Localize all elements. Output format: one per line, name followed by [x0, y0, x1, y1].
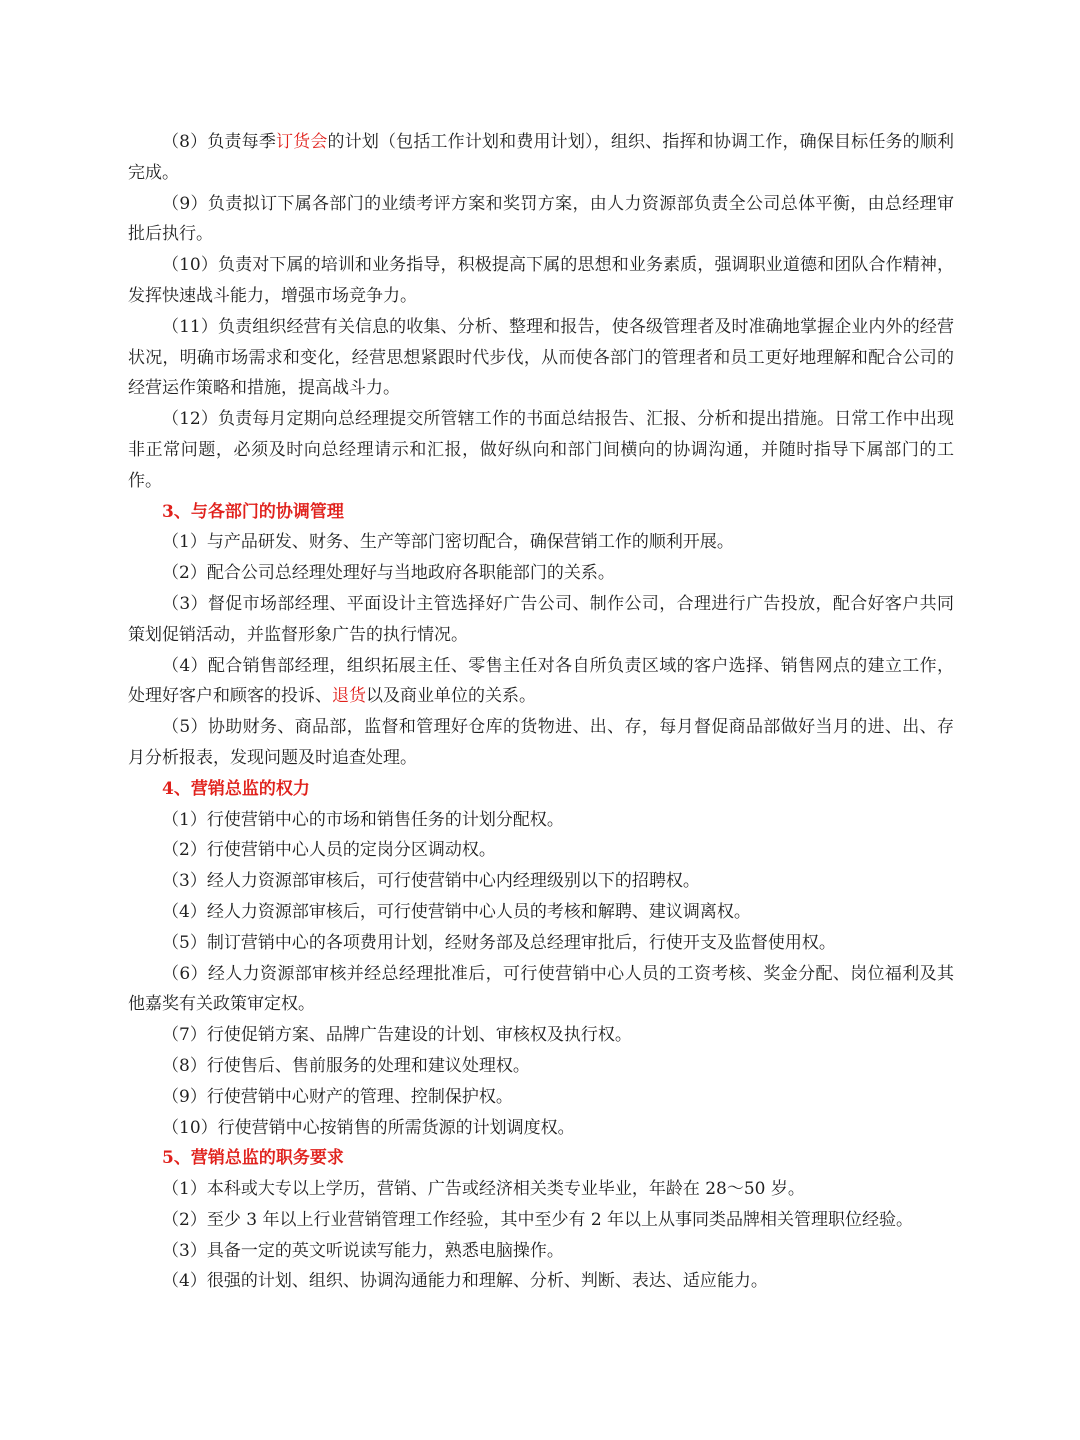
- item-text: （8）负责每季: [162, 132, 276, 152]
- list-item: （3）经人力资源部审核后，可行使营销中心内经理级别以下的招聘权。: [162, 871, 700, 892]
- list-item: （3）督促市场部经理、平面设计主管选择好广告公司、制作公司，合理进行广告投放，配合好客户共同策划促销活动，并监督形象广告的执行情况。: [128, 593, 954, 645]
- list-item: （4）很强的计划、组织、协调沟通能力和理解、分析、判断、表达、适应能力。: [162, 1271, 768, 1292]
- list-item: （9）行使营销中心财产的管理、控制保护权。: [162, 1086, 513, 1107]
- section-heading-5: 5、营销总监的职务要求: [162, 1148, 344, 1169]
- list-item: （2）至少 3 年以上行业营销管理工作经验，其中至少有 2 年以上从事同类品牌相关管理职位经验。: [162, 1209, 914, 1230]
- paragraph-item-8: [128, 127, 954, 189]
- section-heading-4: 4、营销总监的权力: [162, 778, 310, 799]
- document-page: [128, 127, 954, 1297]
- list-item: （2）行使营销中心人员的定岗分区调动权。: [162, 840, 496, 861]
- item-text: 以及商业单位的关系。: [366, 686, 536, 707]
- list-item: （5）协助财务、商品部，监督和管理好仓库的货物进、出、存，每月督促商品部做好当月的进、出、存月分析报表，发现问题及时追查处理。: [128, 717, 954, 768]
- list-item: （5）制订营销中心的各项费用计划，经财务部及总经理审批后，行使开支及监督使用权。: [162, 932, 836, 953]
- highlight-term: 订货会: [275, 132, 328, 152]
- list-item: （2）配合公司总经理处理好与当地政府各职能部门的关系。: [162, 563, 615, 584]
- paragraph-item-9: （9）负责拟订下属各部门的业绩考评方案和奖罚方案，由人力资源部负责全公司总体平衡，由总经理审批后执行。: [128, 193, 954, 245]
- list-item: （6）经人力资源部审核并经总经理批准后，可行使营销中心人员的工资考核、奖金分配、岗位福利及其他嘉奖有关政策审定权。: [128, 963, 954, 1015]
- list-item: （3）具备一定的英文听说读写能力，熟悉电脑操作。: [162, 1240, 564, 1261]
- list-item: （4）经人力资源部审核后，可行使营销中心人员的考核和解聘、建议调离权。: [162, 901, 751, 922]
- item-text: （4）配合销售部经理，组织拓展主任、零售主任对各自所负责区域的客户选择、销售网点的建立工作，处理好客户和顾客的投诉、: [128, 655, 954, 707]
- paragraph-item-12: （12）负责每月定期向总经理提交所管辖工作的书面总结报告、汇报、分析和提出措施。日常工作中出现非正常问题，必须及时向总经理请示和汇报，做好纵向和部门间横向的协调沟通，并随时指导下属部门的工作。: [128, 409, 954, 491]
- item-text: 的计划（包括工作计划和费用计划），组织、指挥和协调工作，确保目标任务的顺利完成。: [128, 132, 955, 183]
- list-item: （7）行使促销方案、品牌广告建设的计划、审核权及执行权。: [162, 1025, 632, 1046]
- list-item: [128, 651, 954, 713]
- list-item: （8）行使售后、售前服务的处理和建议处理权。: [162, 1055, 530, 1076]
- list-item: （1）本科或大专以上学历，营销、广告或经济相关类专业毕业，年龄在 28～50 岁。: [162, 1179, 805, 1200]
- section-heading-3: 3、与各部门的协调管理: [162, 501, 344, 522]
- paragraph-item-10: （10）负责对下属的培训和业务指导，积极提高下属的思想和业务素质，强调职业道德和团队合作精神，发挥快速战斗能力，增强市场竞争力。: [128, 255, 954, 306]
- highlight-term: 退货: [332, 686, 366, 707]
- paragraph-item-11: （11）负责组织经营有关信息的收集、分析、整理和报告，使各级管理者及时准确地掌握企业内外的经营状况，明确市场需求和变化，经营思想紧跟时代步伐，从而使各部门的管理者和员工更好地理解和配合公司的经营运作策略和措施，提高战斗力。: [128, 316, 954, 399]
- list-item: （1）与产品研发、财务、生产等部门密切配合，确保营销工作的顺利开展。: [162, 532, 734, 553]
- list-item: （1）行使营销中心的市场和销售任务的计划分配权。: [162, 809, 564, 830]
- list-item: （10）行使营销中心按销售的所需货源的计划调度权。: [162, 1117, 575, 1138]
